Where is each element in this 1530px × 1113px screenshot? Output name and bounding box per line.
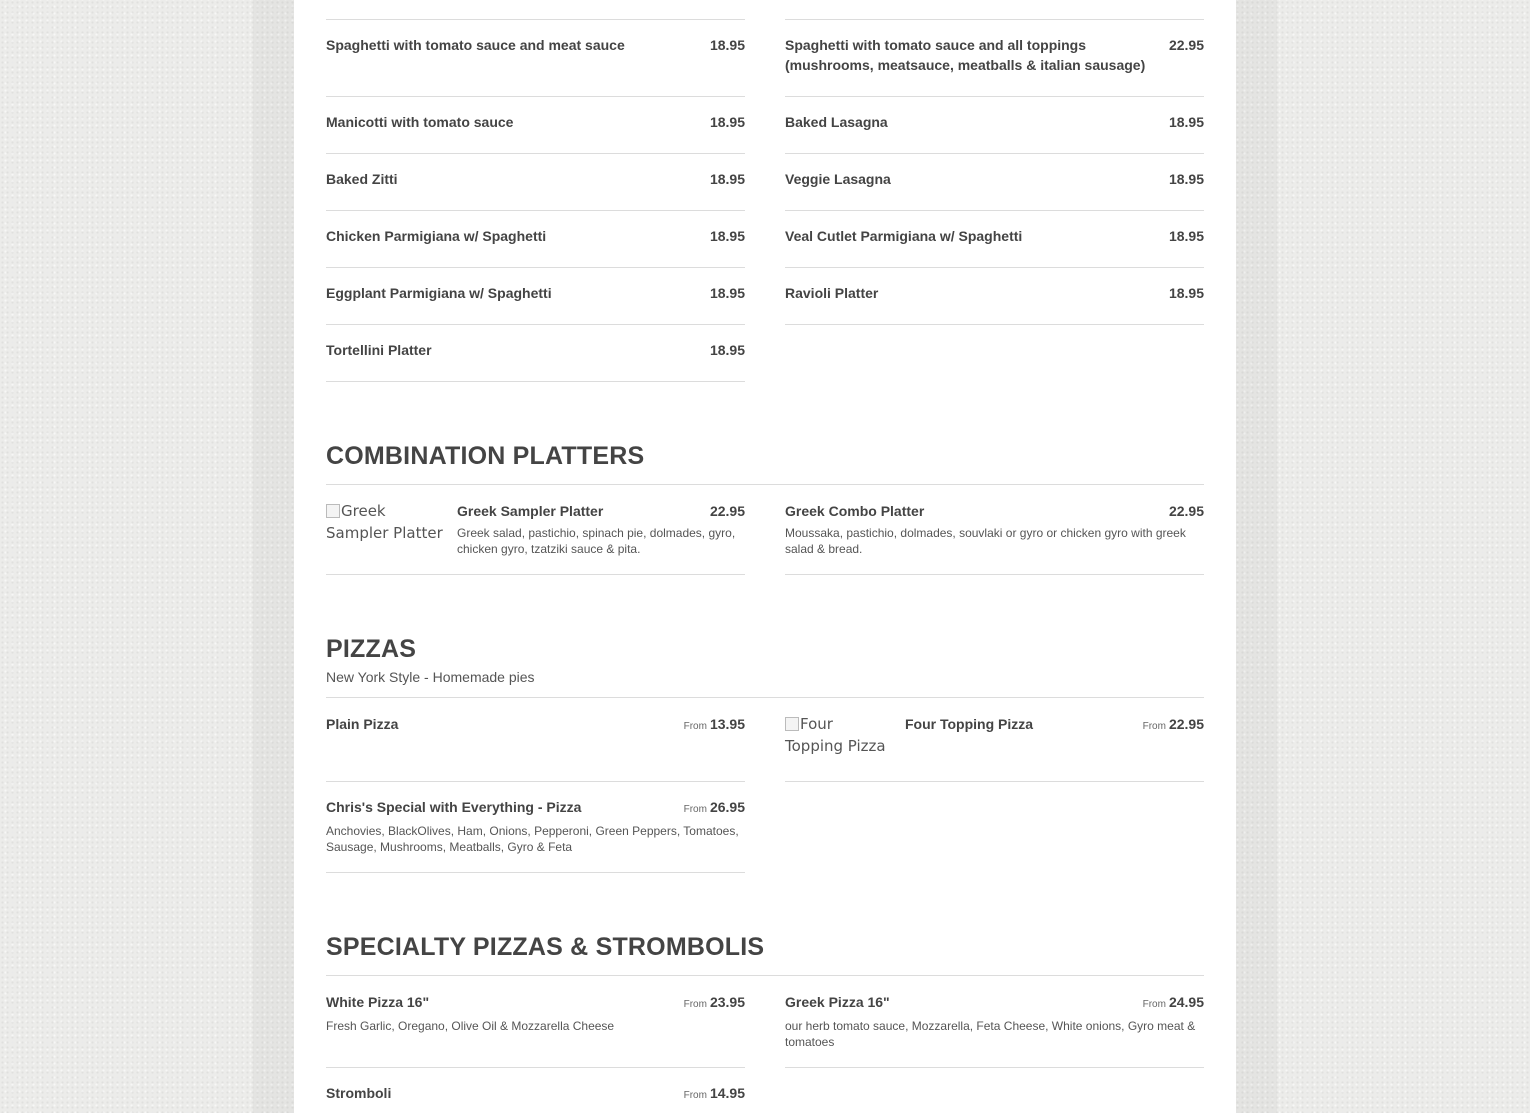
menu-item-name[interactable]: Plain Pizza [326, 716, 399, 732]
divider [326, 267, 745, 268]
menu-item-price: 22.95 [709, 503, 745, 519]
menu-item-name[interactable]: Greek Sampler Platter [457, 503, 604, 519]
image-alt-text: Four Topping Pizza [785, 715, 886, 755]
item-image-placeholder[interactable] [785, 713, 895, 757]
from-label: From [683, 1090, 707, 1101]
divider [785, 210, 1204, 211]
price-value: 24.95 [1168, 994, 1204, 1010]
menu-item-price: 18.95 [709, 114, 745, 130]
section-subtitle: New York Style - Homemade pies [326, 669, 535, 685]
menu-item-description: Anchovies, BlackOlives, Ham, Onions, Pepperoni, Green Peppers, Tomatoes, Sausage, Mushrooms, Meatballs, Gyro & Feta [326, 824, 739, 854]
menu-item-price: 18.95 [709, 228, 745, 244]
menu-item-name[interactable]: Manicotti with tomato sauce [326, 114, 514, 130]
broken-image-icon [785, 717, 799, 731]
menu-item-price: 18.95 [709, 342, 745, 358]
menu-item-name[interactable]: Greek Pizza 16" [785, 994, 890, 1010]
divider [785, 324, 1204, 325]
item-image-placeholder[interactable] [326, 500, 451, 544]
from-label: From [1142, 721, 1166, 732]
menu-item-price [1084, 992, 1204, 1015]
divider [785, 574, 1204, 575]
menu-item-description: Moussaka, pastichio, dolmades, souvlaki or gyro or chicken gyro with greek salad & bread. [785, 526, 1186, 556]
divider [326, 19, 745, 20]
divider [785, 781, 1204, 782]
divider [326, 324, 745, 325]
menu-item-name[interactable]: Baked Lasagna [785, 114, 888, 130]
menu-item-name[interactable]: White Pizza 16" [326, 994, 430, 1010]
menu-item-description: Fresh Garlic, Oregano, Olive Oil & Mozzarella Cheese [326, 1019, 615, 1033]
menu-item-price: 18.95 [1168, 228, 1204, 244]
divider [785, 19, 1204, 20]
menu-item-price [625, 1083, 745, 1106]
menu-item-name[interactable]: Four Topping Pizza [905, 716, 1034, 732]
menu-item-name[interactable]: Chris's Special with Everything - Pizza [326, 799, 582, 815]
menu-item-name[interactable]: Stromboli [326, 1085, 392, 1101]
section-divider [326, 975, 1204, 976]
menu-item-price [625, 992, 745, 1015]
menu-item-description: Greek salad, pastichio, spinach pie, dolmades, gyro, chicken gyro, tzatziki sauce & pita. [457, 526, 736, 556]
divider [785, 1067, 1204, 1068]
divider [326, 872, 745, 873]
section-divider [326, 484, 1204, 485]
price-value: 26.95 [709, 799, 745, 815]
menu-item-name[interactable]: Veggie Lasagna [785, 171, 891, 187]
menu-item-price: 18.95 [709, 37, 745, 53]
from-label: From [683, 999, 707, 1010]
divider [326, 153, 745, 154]
menu-item-price [1084, 714, 1204, 737]
menu-item-price: 22.95 [1168, 37, 1204, 53]
menu-item-price [625, 714, 745, 737]
divider [326, 781, 745, 782]
divider [326, 381, 745, 382]
section-divider [326, 697, 1204, 698]
divider [785, 96, 1204, 97]
menu-item-name[interactable]: Tortellini Platter [326, 342, 432, 358]
price-value: 22.95 [1168, 716, 1204, 732]
menu-item-name[interactable]: Spaghetti with tomato sauce and meat sauce [326, 37, 625, 53]
divider [785, 267, 1204, 268]
price-value: 14.95 [709, 1085, 745, 1101]
divider [326, 210, 745, 211]
menu-page [294, 0, 1236, 1113]
divider [326, 96, 745, 97]
broken-image-icon [326, 504, 340, 518]
menu-item-name[interactable]: Veal Cutlet Parmigiana w/ Spaghetti [785, 228, 1023, 244]
menu-item-price [625, 797, 745, 820]
menu-item-name[interactable]: Chicken Parmigiana w/ Spaghetti [326, 228, 547, 244]
image-alt-text: Greek Sampler Platter [326, 502, 443, 542]
menu-item-price: 18.95 [1168, 285, 1204, 301]
section-title: PIZZAS [326, 635, 417, 663]
menu-item-name[interactable]: Spaghetti with tomato sauce and all toppings (mushrooms, meatsauce, meatballs & italian sausage) [785, 37, 1146, 73]
menu-item-name[interactable]: Eggplant Parmigiana w/ Spaghetti [326, 285, 552, 301]
from-label: From [1142, 999, 1166, 1010]
from-label: From [683, 804, 707, 815]
divider [785, 153, 1204, 154]
menu-item-name[interactable]: Greek Combo Platter [785, 503, 925, 519]
section-title: SPECIALTY PIZZAS & STROMBOLIS [326, 933, 765, 961]
divider [326, 574, 745, 575]
menu-item-price: 22.95 [1168, 503, 1204, 519]
from-label: From [683, 721, 707, 732]
menu-item-price: 18.95 [1168, 114, 1204, 130]
section-title: COMBINATION PLATTERS [326, 442, 645, 470]
menu-item-price: 18.95 [1168, 171, 1204, 187]
menu-item-name[interactable]: Ravioli Platter [785, 285, 879, 301]
menu-item-price: 18.95 [709, 285, 745, 301]
divider [326, 1067, 745, 1068]
menu-item-name[interactable]: Baked Zitti [326, 171, 398, 187]
price-value: 23.95 [709, 994, 745, 1010]
menu-item-description: our herb tomato sauce, Mozzarella, Feta Cheese, White onions, Gyro meat & tomatoes [785, 1019, 1196, 1049]
menu-item-price: 18.95 [709, 171, 745, 187]
price-value: 13.95 [709, 716, 745, 732]
